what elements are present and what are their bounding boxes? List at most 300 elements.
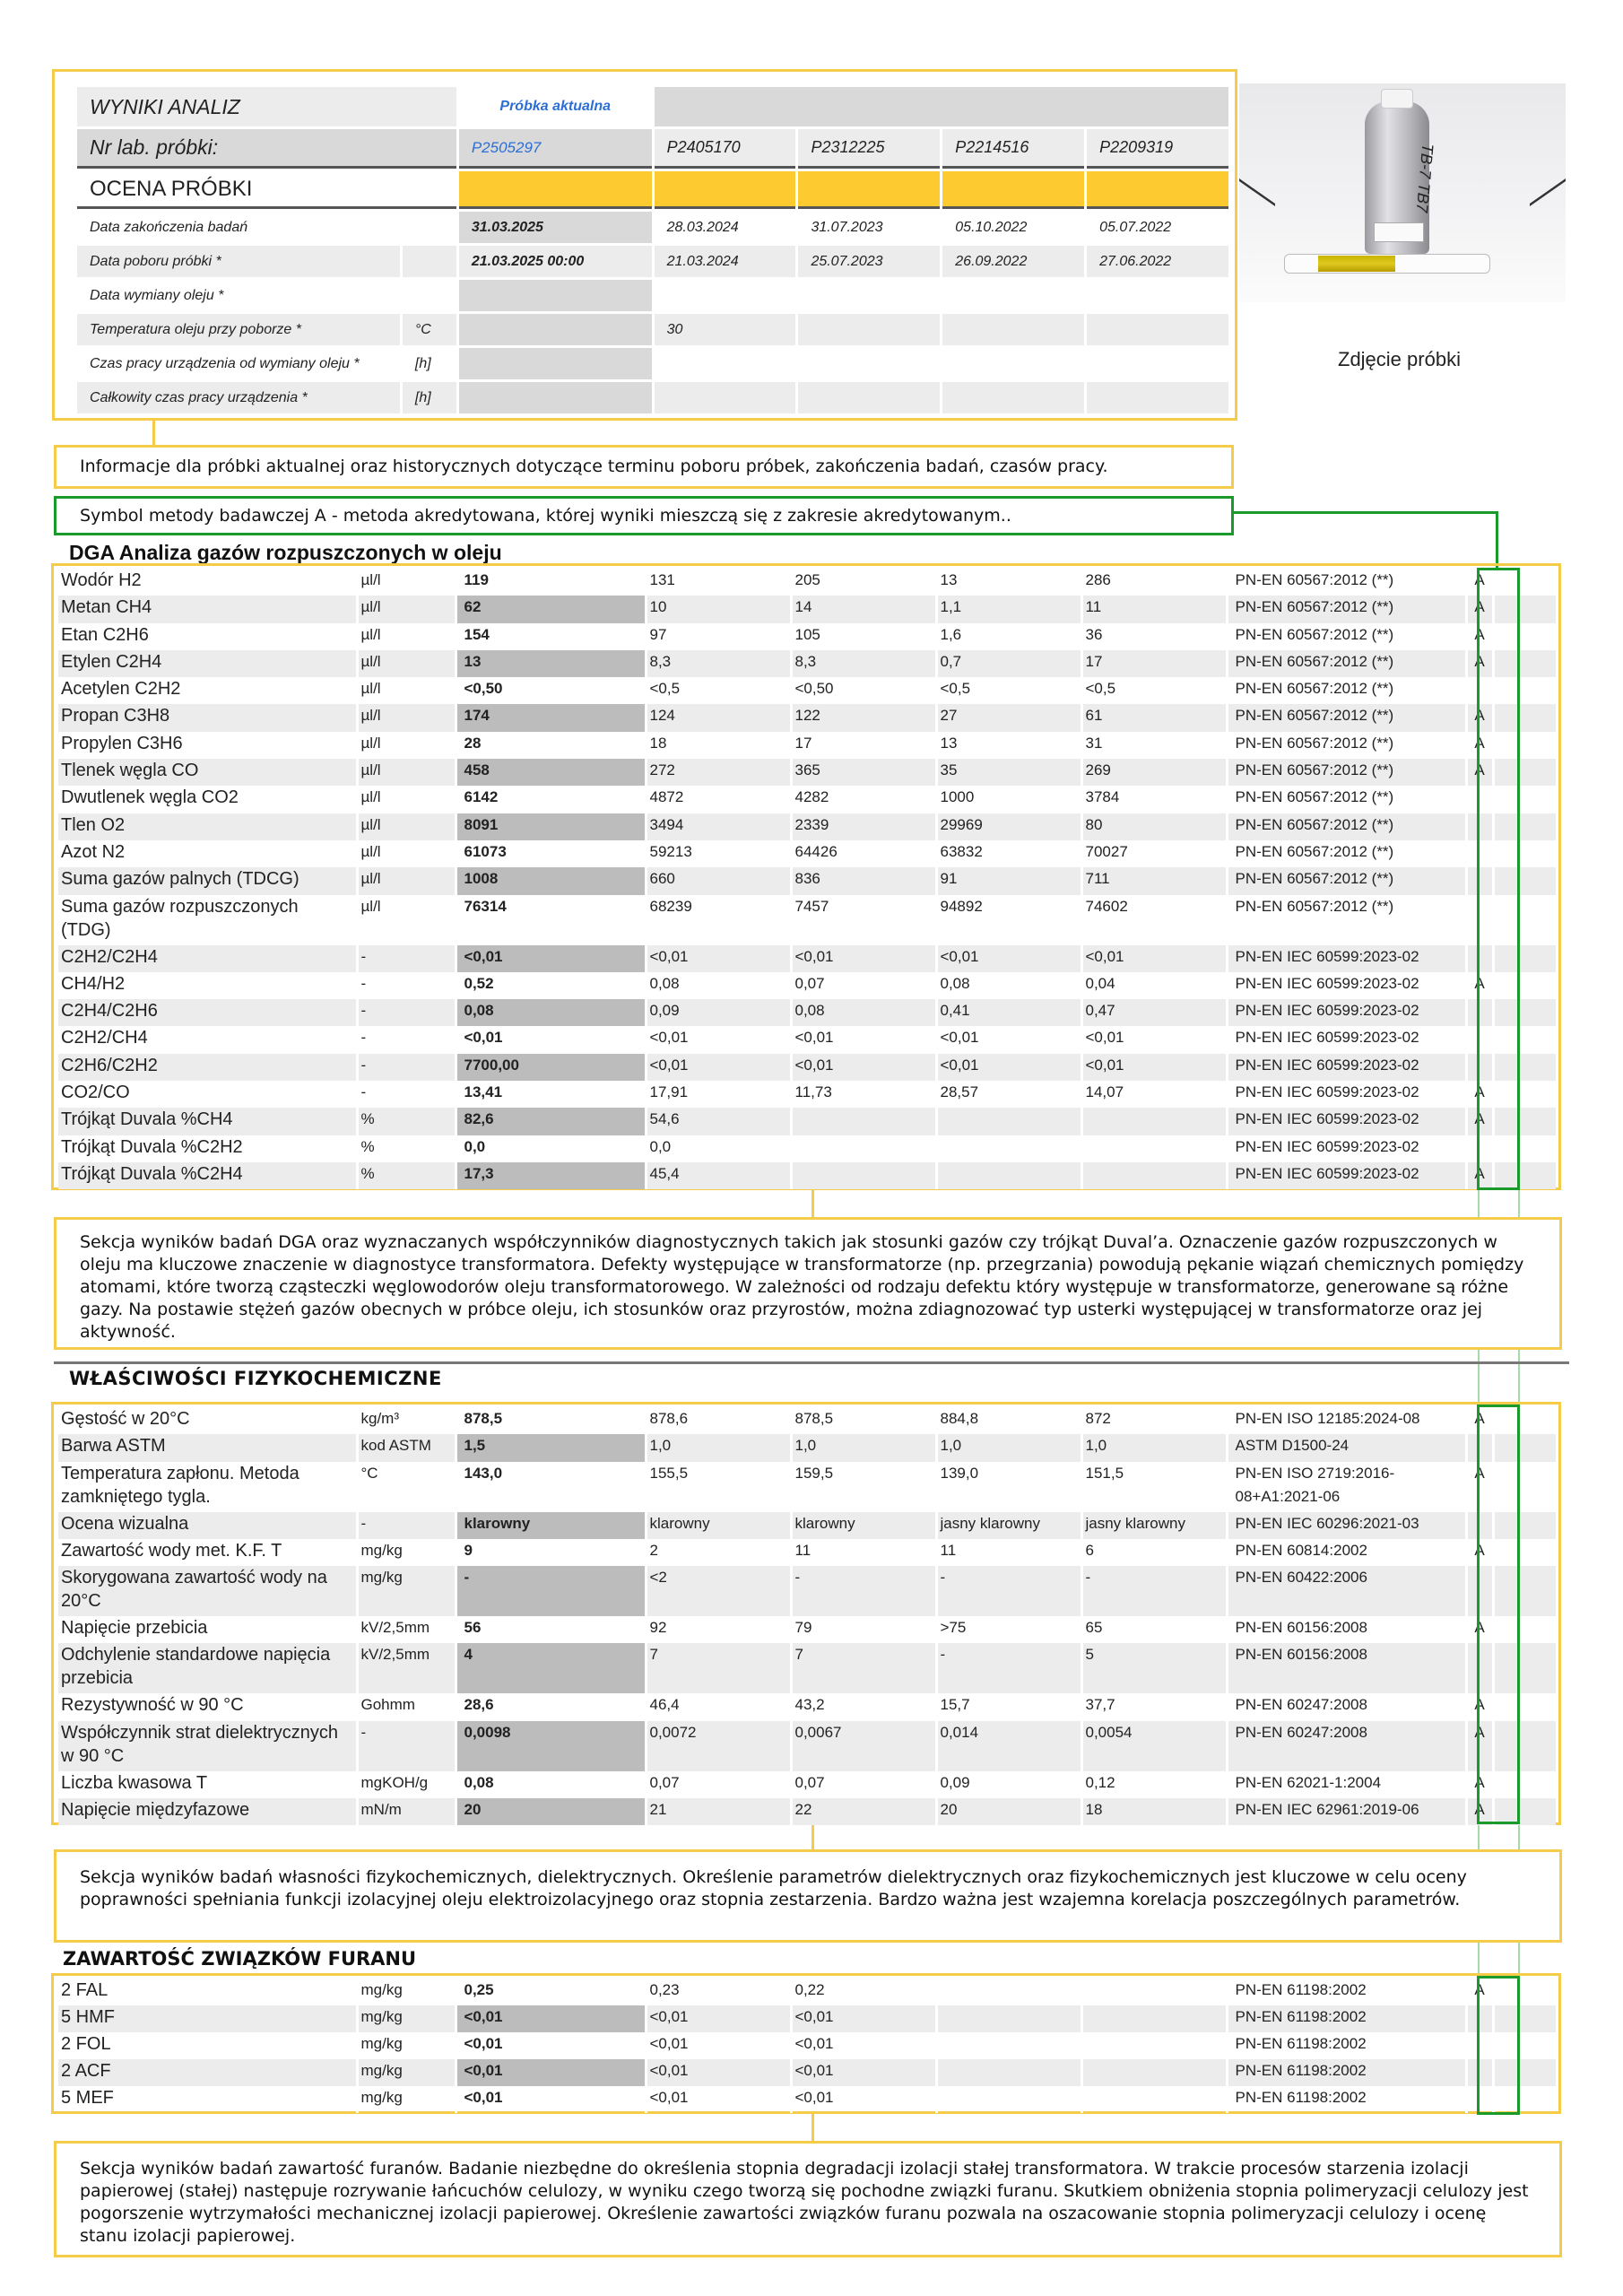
parameter-name: Propylen C3H6 bbox=[58, 732, 357, 759]
info-history-value bbox=[798, 314, 940, 345]
parameter-unit: - bbox=[357, 972, 456, 999]
info-current-value bbox=[459, 382, 652, 413]
current-value: klarowny bbox=[456, 1512, 646, 1539]
info-history-value bbox=[655, 280, 796, 311]
history-value: 122 bbox=[791, 704, 936, 731]
history-value: 105 bbox=[791, 623, 936, 650]
test-standard: PN-EN 60567:2012 (**) bbox=[1227, 759, 1466, 786]
table-row bbox=[58, 1407, 1556, 1434]
history-value: - bbox=[791, 1566, 936, 1616]
info-current-value bbox=[459, 314, 652, 345]
table-row bbox=[58, 895, 1556, 945]
history-value: 8,3 bbox=[646, 650, 791, 677]
current-value: 119 bbox=[456, 569, 646, 596]
table-row bbox=[58, 2086, 1556, 2113]
history-value: 3784 bbox=[1081, 786, 1227, 813]
history-value bbox=[1081, 1979, 1227, 2005]
parameter-name: Współczynnik strat dielektrycznych w 90 °C bbox=[58, 1721, 357, 1771]
info-history-value bbox=[655, 382, 796, 413]
sample-info-row bbox=[77, 280, 1228, 311]
accreditation-mark: A bbox=[1466, 972, 1493, 999]
history-value bbox=[1081, 1162, 1227, 1189]
parameter-name: Trójkąt Duvala %C2H4 bbox=[58, 1162, 357, 1189]
assessment-cell-history bbox=[942, 171, 1084, 209]
history-value: <0,01 bbox=[791, 2032, 936, 2059]
history-value: 124 bbox=[646, 704, 791, 731]
section-title-dga: DGA Analiza gazów rozpuszczonych w oleju bbox=[69, 541, 502, 564]
test-standard: PN-EN 60567:2012 (**) bbox=[1227, 623, 1466, 650]
lab-number-row bbox=[77, 129, 1228, 169]
accreditation-mark: A bbox=[1466, 704, 1493, 731]
parameter-unit: µl/l bbox=[357, 623, 456, 650]
history-value: 17 bbox=[1081, 650, 1227, 677]
history-value: 35 bbox=[936, 759, 1081, 786]
test-standard: PN-EN IEC 62961:2019-06 bbox=[1227, 1798, 1466, 1825]
table-row bbox=[58, 972, 1556, 999]
history-value: 22 bbox=[791, 1798, 936, 1825]
parameter-unit: % bbox=[357, 1162, 456, 1189]
current-value: 28,6 bbox=[456, 1693, 646, 1720]
physicochemical-table-panel bbox=[51, 1402, 1561, 1825]
history-value: jasny klarowny bbox=[1081, 1512, 1227, 1539]
parameter-name: C2H6/C2H2 bbox=[58, 1054, 357, 1081]
history-value: <0,01 bbox=[791, 945, 936, 972]
parameter-name: Etan C2H6 bbox=[58, 623, 357, 650]
history-value: 1,0 bbox=[1081, 1434, 1227, 1461]
history-lab-number[interactable]: P2405170 bbox=[655, 129, 796, 169]
history-value: 0,07 bbox=[791, 1771, 936, 1798]
history-value: 139,0 bbox=[936, 1462, 1081, 1512]
parameter-name: C2H2/CH4 bbox=[58, 1026, 357, 1053]
table-row bbox=[58, 569, 1556, 596]
test-standard: PN-EN IEC 60599:2023-02 bbox=[1227, 972, 1466, 999]
parameter-unit: µl/l bbox=[357, 813, 456, 840]
accreditation-column-highlight bbox=[1477, 1976, 1520, 2115]
history-value bbox=[936, 2086, 1081, 2113]
parameter-unit: % bbox=[357, 1135, 456, 1162]
parameter-name: Ocena wizualna bbox=[58, 1512, 357, 1539]
current-value: <0,50 bbox=[456, 677, 646, 704]
history-value: 7457 bbox=[791, 895, 936, 945]
current-value: 0,08 bbox=[456, 999, 646, 1026]
parameter-name: CO2/CO bbox=[58, 1081, 357, 1108]
parameter-unit: kod ASTM bbox=[357, 1434, 456, 1461]
history-value: 269 bbox=[1081, 759, 1227, 786]
parameter-name: Wodór H2 bbox=[58, 569, 357, 596]
history-value: <2 bbox=[646, 1566, 791, 1616]
assessment-cell-current bbox=[459, 171, 652, 209]
current-value: 7700,00 bbox=[456, 1054, 646, 1081]
info-label: Temperatura oleju przy poborze * bbox=[77, 314, 400, 345]
parameter-unit: µl/l bbox=[357, 732, 456, 759]
callout-accreditation-symbol bbox=[54, 496, 1234, 535]
current-value: <0,01 bbox=[456, 2086, 646, 2113]
test-standard: PN-EN 60567:2012 (**) bbox=[1227, 813, 1466, 840]
info-history-value: 26.09.2022 bbox=[942, 246, 1084, 277]
history-value bbox=[936, 1108, 1081, 1135]
history-value: 94892 bbox=[936, 895, 1081, 945]
history-value: <0,01 bbox=[936, 1026, 1081, 1053]
history-value: 18 bbox=[646, 732, 791, 759]
table-row bbox=[58, 732, 1556, 759]
test-standard: PN-EN 60567:2012 (**) bbox=[1227, 650, 1466, 677]
sample-info-table bbox=[74, 84, 1231, 416]
test-standard: PN-EN ISO 2719:2016-08+A1:2021-06 bbox=[1227, 1462, 1466, 1512]
info-history-value: 05.10.2022 bbox=[955, 219, 1028, 235]
table-row bbox=[58, 1162, 1556, 1189]
accreditation-mark: A bbox=[1466, 623, 1493, 650]
history-value: 97 bbox=[646, 623, 791, 650]
table-row bbox=[58, 867, 1556, 894]
history-value: 0,0054 bbox=[1081, 1721, 1227, 1771]
parameter-name: 2 FOL bbox=[58, 2032, 357, 2059]
table-row bbox=[58, 1135, 1556, 1162]
connector-line bbox=[1234, 511, 1498, 514]
dga-table bbox=[58, 569, 1556, 1189]
info-history-value bbox=[798, 280, 940, 311]
parameter-unit: mg/kg bbox=[357, 2032, 456, 2059]
test-standard: PN-EN 60567:2012 (**) bbox=[1227, 867, 1466, 894]
table-row bbox=[58, 840, 1556, 867]
parameter-name: Temperatura zapłonu. Metoda zamkniętego tygla. bbox=[58, 1462, 357, 1512]
parameter-name: Gęstość w 20°C bbox=[58, 1407, 357, 1434]
test-standard: PN-EN 60422:2006 bbox=[1227, 1566, 1466, 1616]
history-value: klarowny bbox=[646, 1512, 791, 1539]
accreditation-mark: A bbox=[1466, 1979, 1493, 2005]
info-history-value: 21.03.2024 bbox=[655, 246, 796, 277]
history-value: 0,47 bbox=[1081, 999, 1227, 1026]
history-value: 0,09 bbox=[936, 1771, 1081, 1798]
current-lab-number[interactable]: P2505297 bbox=[459, 129, 652, 169]
history-value: 1,6 bbox=[936, 623, 1081, 650]
history-value: <0,01 bbox=[791, 2086, 936, 2113]
history-value: 59213 bbox=[646, 840, 791, 867]
history-value: 8,3 bbox=[791, 650, 936, 677]
test-standard: PN-EN IEC 60599:2023-02 bbox=[1227, 1108, 1466, 1135]
test-standard: PN-EN 61198:2002 bbox=[1227, 2032, 1466, 2059]
history-value: 1,0 bbox=[791, 1434, 936, 1461]
info-history-value bbox=[798, 382, 940, 413]
parameter-name: Dwutlenek węgla CO2 bbox=[58, 786, 357, 813]
parameter-unit: - bbox=[357, 1721, 456, 1771]
sample-photo bbox=[1239, 83, 1566, 302]
history-value: 878,5 bbox=[791, 1407, 936, 1434]
table-row bbox=[58, 1108, 1556, 1135]
history-value bbox=[1081, 2032, 1227, 2059]
current-value: 13,41 bbox=[456, 1081, 646, 1108]
history-value: 0,7 bbox=[936, 650, 1081, 677]
info-history-value bbox=[655, 348, 796, 379]
current-value: 20 bbox=[456, 1798, 646, 1825]
history-value: 0,0072 bbox=[646, 1721, 791, 1771]
history-value: 4282 bbox=[791, 786, 936, 813]
test-standard: PN-EN 60567:2012 (**) bbox=[1227, 569, 1466, 596]
history-value bbox=[936, 2032, 1081, 2059]
history-value: 0,08 bbox=[936, 972, 1081, 999]
assessment-cell-history bbox=[798, 171, 940, 209]
parameter-unit: µl/l bbox=[357, 895, 456, 945]
current-value: 9 bbox=[456, 1539, 646, 1566]
parameter-unit: kg/m³ bbox=[357, 1407, 456, 1434]
history-value: 15,7 bbox=[936, 1693, 1081, 1720]
photo-caption: Zdjęcie próbki bbox=[1338, 348, 1461, 370]
parameter-name: C2H4/C2H6 bbox=[58, 999, 357, 1026]
history-value: <0,01 bbox=[646, 2059, 791, 2086]
history-value: <0,01 bbox=[791, 2005, 936, 2032]
table-row bbox=[58, 596, 1556, 622]
table-row bbox=[58, 786, 1556, 813]
history-value: 0,0067 bbox=[791, 1721, 936, 1771]
history-value: 7 bbox=[791, 1643, 936, 1693]
info-label: Data zakończenia badań bbox=[90, 219, 248, 235]
section-title-furans: ZAWARTOŚĆ ZWIĄZKÓW FURANU bbox=[63, 1948, 417, 1970]
parameter-unit: Gohmm bbox=[357, 1693, 456, 1720]
parameter-name: Liczba kwasowa T bbox=[58, 1771, 357, 1798]
history-value: - bbox=[936, 1643, 1081, 1693]
history-value: 17,91 bbox=[646, 1081, 791, 1108]
assessment-cell-history bbox=[655, 171, 796, 209]
furans-table-panel bbox=[51, 1973, 1561, 2114]
info-unit: °C bbox=[403, 314, 456, 345]
history-value: 0,12 bbox=[1081, 1771, 1227, 1798]
parameter-unit: % bbox=[357, 1108, 456, 1135]
parameter-name: Suma gazów palnych (TDCG) bbox=[58, 867, 357, 894]
history-value: 65 bbox=[1081, 1616, 1227, 1643]
table-row bbox=[58, 1512, 1556, 1539]
history-value: <0,01 bbox=[646, 1054, 791, 1081]
test-standard: PN-EN IEC 60599:2023-02 bbox=[1227, 1135, 1466, 1162]
history-value: 74602 bbox=[1081, 895, 1227, 945]
info-label: Całkowity czas pracy urządzenia * bbox=[77, 382, 400, 413]
info-history-value bbox=[798, 348, 940, 379]
bottle-marking: TB-7 TB7 bbox=[1412, 143, 1437, 213]
info-current-value: 31.03.2025 bbox=[459, 212, 652, 243]
info-label: Czas pracy urządzenia od wymiany oleju * bbox=[90, 355, 360, 371]
table-row bbox=[58, 1721, 1556, 1771]
history-value: 2339 bbox=[791, 813, 936, 840]
history-value: 20 bbox=[936, 1798, 1081, 1825]
history-value: <0,5 bbox=[646, 677, 791, 704]
current-value: <0,01 bbox=[456, 2005, 646, 2032]
parameter-unit: mg/kg bbox=[357, 2059, 456, 2086]
history-value: 0,08 bbox=[646, 972, 791, 999]
parameter-name: Napięcie międzyfazowe bbox=[58, 1798, 357, 1825]
history-value bbox=[936, 2005, 1081, 2032]
accreditation-mark: A bbox=[1466, 1081, 1493, 1108]
parameter-name: 5 HMF bbox=[58, 2005, 357, 2032]
accreditation-column-highlight bbox=[1477, 1405, 1520, 1824]
section-title-physicochemical: WŁAŚCIWOŚCI FIZYKOCHEMICZNE bbox=[69, 1368, 442, 1389]
parameter-name: Metan CH4 bbox=[58, 596, 357, 622]
current-value: 62 bbox=[456, 596, 646, 622]
history-value: 61 bbox=[1081, 704, 1227, 731]
history-value: 11 bbox=[791, 1539, 936, 1566]
info-unit: [h] bbox=[414, 355, 431, 371]
history-value: 0,0 bbox=[646, 1135, 791, 1162]
history-value bbox=[936, 1135, 1081, 1162]
info-history-value bbox=[942, 314, 1084, 345]
parameter-unit: µl/l bbox=[357, 677, 456, 704]
current-value: 8091 bbox=[456, 813, 646, 840]
current-value: 878,5 bbox=[456, 1407, 646, 1434]
history-value: 13 bbox=[936, 732, 1081, 759]
info-unit: [h] bbox=[403, 382, 456, 413]
current-value: 0,0 bbox=[456, 1135, 646, 1162]
history-value: <0,01 bbox=[1081, 1054, 1227, 1081]
history-value: 0,22 bbox=[791, 1979, 936, 2005]
history-value: 29969 bbox=[936, 813, 1081, 840]
info-history-value: 05.07.2022 bbox=[1099, 219, 1172, 235]
info-history-value bbox=[942, 280, 1084, 311]
history-value: 5 bbox=[1081, 1643, 1227, 1693]
history-value: 0,41 bbox=[936, 999, 1081, 1026]
accreditation-mark: A bbox=[1466, 596, 1493, 622]
history-value: 14 bbox=[791, 596, 936, 622]
history-value: 68239 bbox=[646, 895, 791, 945]
info-current-value bbox=[459, 348, 652, 379]
history-value: 45,4 bbox=[646, 1162, 791, 1189]
accreditation-mark: A bbox=[1466, 650, 1493, 677]
history-lab-number[interactable]: P2209319 bbox=[1087, 129, 1228, 169]
current-value: 6142 bbox=[456, 786, 646, 813]
parameter-unit: - bbox=[357, 1081, 456, 1108]
history-value bbox=[791, 1135, 936, 1162]
history-value: 31 bbox=[1081, 732, 1227, 759]
history-lab-number[interactable]: P2312225 bbox=[798, 129, 940, 169]
history-value: 37,7 bbox=[1081, 1693, 1227, 1720]
history-value: 205 bbox=[791, 569, 936, 596]
history-value: 80 bbox=[1081, 813, 1227, 840]
parameter-unit: kV/2,5mm bbox=[357, 1616, 456, 1643]
table-row bbox=[58, 2059, 1556, 2086]
table-row bbox=[58, 759, 1556, 786]
info-history-value: 30 bbox=[655, 314, 796, 345]
parameter-unit: - bbox=[357, 1512, 456, 1539]
history-value: 79 bbox=[791, 1616, 936, 1643]
accreditation-mark: A bbox=[1466, 1616, 1493, 1643]
history-value: 92 bbox=[646, 1616, 791, 1643]
info-history-value bbox=[1087, 348, 1228, 379]
accreditation-mark: A bbox=[1466, 1693, 1493, 1720]
callout-sample-info bbox=[54, 445, 1234, 489]
test-standard: PN-EN IEC 60599:2023-02 bbox=[1227, 999, 1466, 1026]
history-value: 18 bbox=[1081, 1798, 1227, 1825]
table-row bbox=[58, 1026, 1556, 1053]
history-value: 17 bbox=[791, 732, 936, 759]
current-value: 28 bbox=[456, 732, 646, 759]
history-value bbox=[1081, 2059, 1227, 2086]
assessment-row bbox=[77, 171, 1228, 209]
current-value: 0,25 bbox=[456, 1979, 646, 2005]
accreditation-mark: A bbox=[1466, 1771, 1493, 1798]
callout-furans bbox=[54, 2141, 1562, 2257]
info-history-value: 28.03.2024 bbox=[666, 219, 739, 235]
current-value: 1008 bbox=[456, 867, 646, 894]
parameter-unit: µl/l bbox=[357, 704, 456, 731]
test-standard: PN-EN 61198:2002 bbox=[1227, 2086, 1466, 2113]
accreditation-mark: A bbox=[1466, 1407, 1493, 1434]
current-value: 13 bbox=[456, 650, 646, 677]
current-value: 56 bbox=[456, 1616, 646, 1643]
table-row bbox=[58, 1539, 1556, 1566]
table-row bbox=[58, 623, 1556, 650]
parameter-name: Trójkąt Duvala %C2H2 bbox=[58, 1135, 357, 1162]
callout-physicochemical bbox=[54, 1849, 1562, 1943]
parameter-name: Propan C3H8 bbox=[58, 704, 357, 731]
parameter-name: 5 MEF bbox=[58, 2086, 357, 2113]
table-row bbox=[58, 1798, 1556, 1825]
table-row bbox=[58, 1054, 1556, 1081]
parameter-unit: µl/l bbox=[357, 596, 456, 622]
history-value: klarowny bbox=[791, 1512, 936, 1539]
history-value: 21 bbox=[646, 1798, 791, 1825]
history-value: >75 bbox=[936, 1616, 1081, 1643]
parameter-name: 2 ACF bbox=[58, 2059, 357, 2086]
table-row bbox=[58, 999, 1556, 1026]
info-history-value bbox=[942, 382, 1084, 413]
history-value: 1,0 bbox=[646, 1434, 791, 1461]
photo-box-edge bbox=[1530, 178, 1566, 293]
history-value: 63832 bbox=[936, 840, 1081, 867]
current-value: 82,6 bbox=[456, 1108, 646, 1135]
history-value: 11 bbox=[936, 1539, 1081, 1566]
table-row bbox=[58, 1566, 1556, 1616]
parameter-unit: µl/l bbox=[357, 867, 456, 894]
history-value: 0,014 bbox=[936, 1721, 1081, 1771]
connector-line bbox=[152, 421, 155, 446]
parameter-name: Trójkąt Duvala %CH4 bbox=[58, 1108, 357, 1135]
history-lab-number[interactable]: P2214516 bbox=[942, 129, 1084, 169]
test-standard: PN-EN IEC 60599:2023-02 bbox=[1227, 1162, 1466, 1189]
history-value: jasny klarowny bbox=[936, 1512, 1081, 1539]
history-value: <0,50 bbox=[791, 677, 936, 704]
info-label: Data wymiany oleju * bbox=[90, 287, 224, 303]
furans-table bbox=[58, 1979, 1556, 2113]
history-value: 3494 bbox=[646, 813, 791, 840]
history-value: 0,08 bbox=[791, 999, 936, 1026]
parameter-name: Zawartość wody met. K.F. T bbox=[58, 1539, 357, 1566]
callout-text: Informacje dla próbki aktualnej oraz historycznych dotyczące terminu poboru próbek, zakończenia badań, czasów pracy. bbox=[80, 457, 1108, 476]
history-value: 660 bbox=[646, 867, 791, 894]
parameter-name: Skorygowana zawartość wody na 20°C bbox=[58, 1566, 357, 1616]
connector-line bbox=[1496, 511, 1498, 568]
sample-info-panel bbox=[52, 69, 1237, 421]
accreditation-mark: A bbox=[1466, 732, 1493, 759]
test-standard: PN-EN 60567:2012 (**) bbox=[1227, 596, 1466, 622]
test-standard: PN-EN 60156:2008 bbox=[1227, 1616, 1466, 1643]
callout-dga bbox=[54, 1217, 1562, 1350]
parameter-unit: - bbox=[357, 1054, 456, 1081]
table-row bbox=[58, 1693, 1556, 1720]
history-value: 6 bbox=[1081, 1539, 1227, 1566]
current-value: 0,08 bbox=[456, 1771, 646, 1798]
table-row bbox=[58, 1081, 1556, 1108]
history-value: 64426 bbox=[791, 840, 936, 867]
test-standard: PN-EN 62021-1:2004 bbox=[1227, 1771, 1466, 1798]
accreditation-mark: A bbox=[1466, 1108, 1493, 1135]
history-value bbox=[1081, 1135, 1227, 1162]
parameter-name: Napięcie przebicia bbox=[58, 1616, 357, 1643]
history-value: 884,8 bbox=[936, 1407, 1081, 1434]
history-value: 11 bbox=[1081, 596, 1227, 622]
info-history-value: 25.07.2023 bbox=[798, 246, 940, 277]
test-standard: PN-EN 60567:2012 (**) bbox=[1227, 732, 1466, 759]
test-standard: PN-EN IEC 60599:2023-02 bbox=[1227, 1054, 1466, 1081]
sample-info-row bbox=[77, 246, 1228, 277]
info-unit bbox=[403, 246, 456, 277]
parameter-unit: mN/m bbox=[357, 1798, 456, 1825]
info-history-value bbox=[1087, 314, 1228, 345]
